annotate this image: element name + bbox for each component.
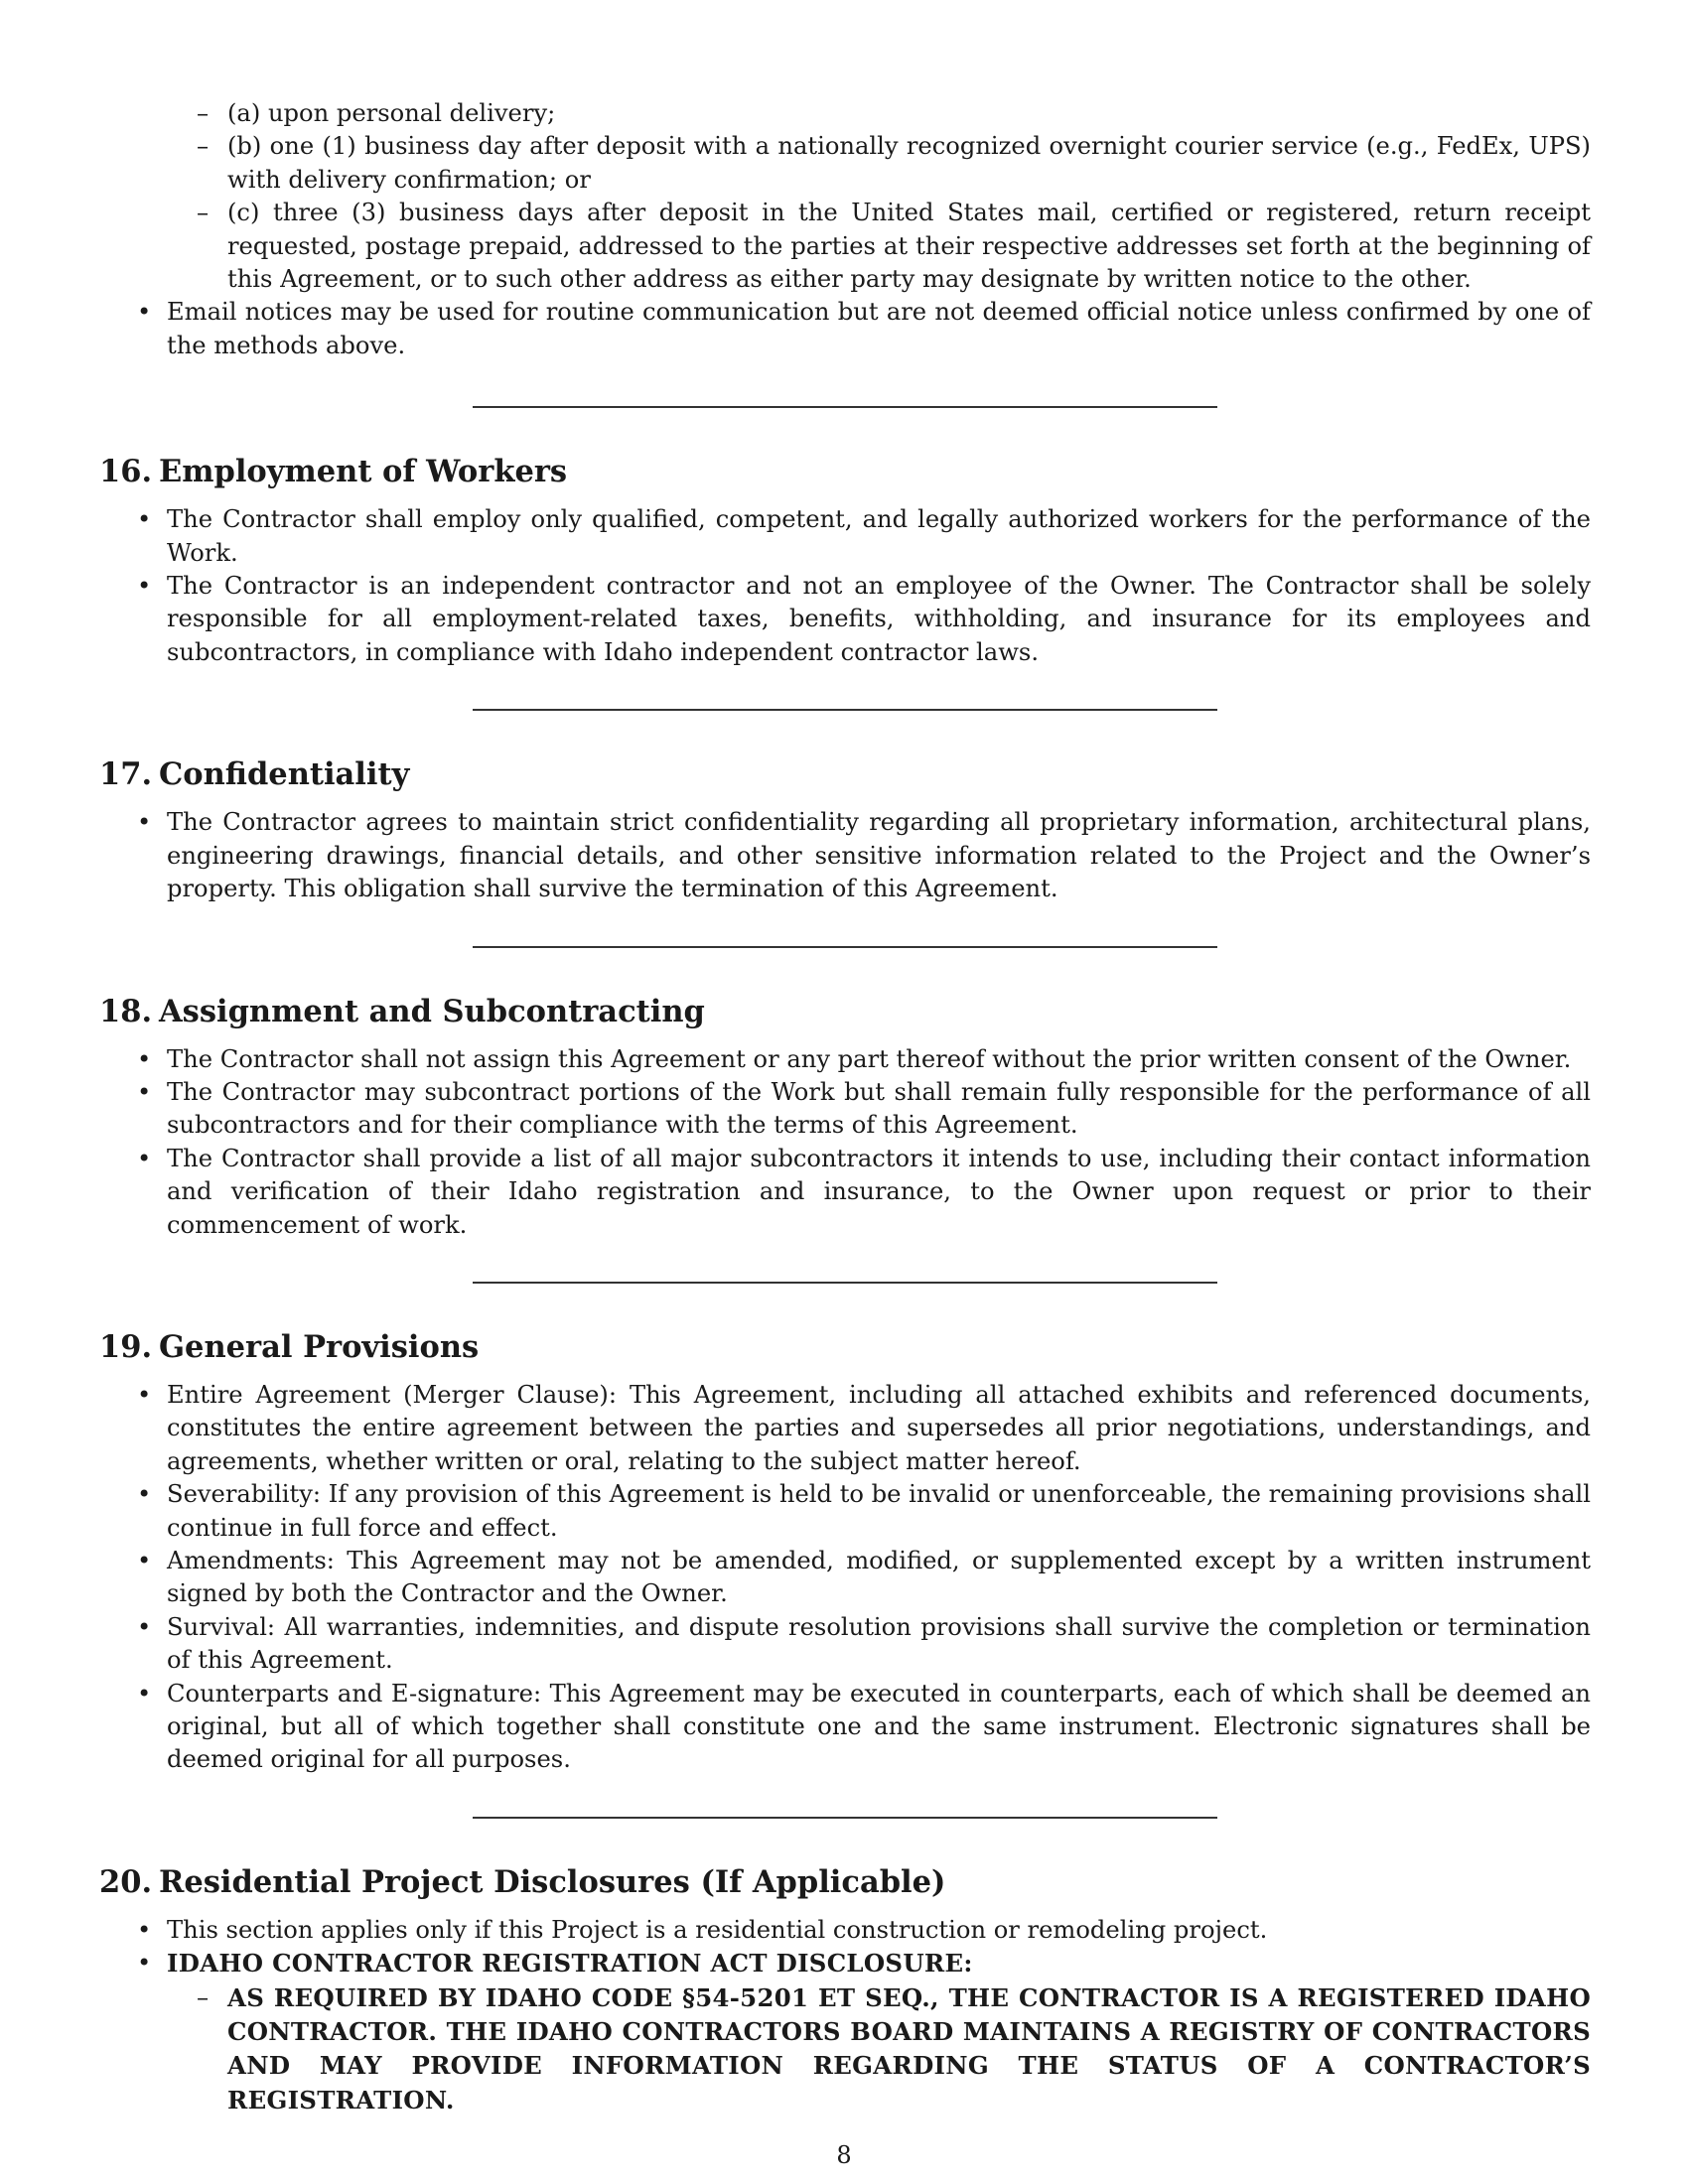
list-item: – (b) one (1) business day after deposit with a nationally recognized overnight courier service (e.g., FedEx, UPS) with delivery confirmation; or: [197, 132, 1591, 194]
notice-methods-list: [99, 97, 1591, 296]
bullet-marker: •: [137, 1380, 152, 1409]
notice-email-list: [99, 296, 1591, 362]
section-16-list: [99, 503, 1591, 669]
list-item: • This section applies only if this Project is a residential construction or remodeling project.: [99, 1914, 1591, 1947]
list-item: • The Contractor agrees to maintain strict confidentiality regarding all proprietary information, architectural plans, engineering drawings, financial details, and other sensitive information related to the Project and the Owner’s property. This obligation shall survive the termination of this Agreement.: [137, 808, 1591, 903]
page-number: 8: [836, 2141, 852, 2169]
dash-marker: –: [197, 199, 210, 227]
section-heading-19: 19. General Provisions: [99, 1328, 480, 1365]
section-17-list: [99, 806, 1591, 905]
dash-marker: –: [197, 132, 210, 161]
list-item: • Email notices may be used for routine communication but are not deemed official notice unless confirmed by one of the methods above.: [137, 298, 1591, 359]
bullet-marker: •: [137, 1612, 152, 1641]
list-item: • Entire Agreement (Merger Clause): This Agreement, including all attached exhibits and referenced documents, constitutes the entire agreement between the parties and supersedes all prior negotiations, understandings, and agreements, whether written or oral, relating to the subject matter hereof.: [137, 1380, 1591, 1475]
list-item: • Counterparts and E-signature: This Agreement may be executed in counterparts, each of which shall be deemed an original, but all of which together shall constitute one and the same instrument. Electronic signatures shall be deemed original for all purposes.: [137, 1679, 1591, 1774]
disclosure-text: AS REQUIRED BY IDAHO CODE §54-5201 ET SEQ., THE CONTRACTOR IS A REGISTERED IDAHO CONTRACTOR. THE IDAHO CONTRACTORS BOARD MAINTAINS A REGISTRY OF CONTRACTORS AND MAY PROVIDE INFORMATION REGARDING THE STATUS OF A CONTRACTOR’S REGISTRATION.: [227, 1982, 1591, 2115]
bullet-marker: •: [137, 572, 152, 601]
list-item: • The Contractor shall provide a list of all major subcontractors it intends to use, including their contact information and verification of their Idaho registration and insurance, to the Owner upon request or prior to their commencement of work.: [137, 1144, 1591, 1239]
bullet-marker: •: [137, 1679, 152, 1707]
list-item: [99, 1981, 1591, 2118]
list-item: – (a) upon personal delivery;: [99, 97, 1591, 130]
list-item: • Severability: If any provision of this Agreement is held to be invalid or unenforceable, the remaining provisions shall continue in full force and effect.: [137, 1480, 1591, 1542]
bullet-marker: •: [137, 1144, 152, 1172]
list-item: • The Contractor is an independent contractor and not an employee of the Owner. The Contractor shall be solely responsible for all employment-related taxes, benefits, withholding, and insurance for its employees and subcontractors, in compliance with Idaho independent contractor laws.: [137, 572, 1591, 666]
section-heading-17: 17. Confidentiality: [99, 756, 410, 793]
list-item: [99, 1947, 1591, 1980]
document-page: [99, 97, 1591, 2117]
disclosure-list: [99, 1981, 1591, 2118]
section-heading-18: 18. Assignment and Subcontracting: [99, 993, 705, 1029]
bullet-marker: •: [137, 1077, 152, 1106]
section-19-list: [99, 1379, 1591, 1777]
section-20-list: [99, 1914, 1591, 1981]
dash-marker: –: [197, 99, 210, 127]
bullet-marker: •: [137, 1044, 152, 1073]
section-18-list: [99, 1043, 1591, 1242]
list-item: • The Contractor may subcontract portions of the Work but shall remain fully responsible for the performance of all subcontractors and for their compliance with the terms of this Agreement.: [137, 1077, 1591, 1140]
list-item: • Amendments: This Agreement may not be amended, modified, or supplemented except by a written instrument signed by both the Contractor and the Owner.: [137, 1546, 1591, 1608]
list-item: • Survival: All warranties, indemnities, and dispute resolution provisions shall survive the completion or termination of this Agreement.: [137, 1612, 1591, 1675]
bullet-marker: •: [137, 1915, 152, 1944]
dash-marker: –: [197, 1982, 210, 2011]
list-item: • The Contractor shall not assign this Agreement or any part thereof without the prior written consent of the Owner.: [99, 1043, 1591, 1076]
bullet-marker: •: [137, 505, 152, 534]
list-item: – (c) three (3) business days after deposit in the United States mail, certified or registered, return receipt requested, postage prepaid, addressed to the parties at their respective addresses set forth at the beginning of this Agreement, or to such other address as either party may designate by written notice to the other.: [197, 199, 1591, 294]
bullet-marker: •: [137, 1480, 152, 1509]
bullet-marker: •: [137, 808, 152, 837]
disclosure-heading: IDAHO CONTRACTOR REGISTRATION ACT DISCLOSURE:: [167, 1949, 973, 1979]
section-heading-16: 16. Employment of Workers: [99, 454, 568, 490]
bullet-marker: •: [137, 298, 152, 327]
list-item: • The Contractor shall employ only qualified, competent, and legally authorized workers for the performance of the Work.: [137, 505, 1591, 567]
section-heading-20: 20. Residential Project Disclosures (If Applicable): [99, 1863, 946, 1900]
bullet-marker: •: [137, 1949, 152, 1978]
bullet-marker: •: [137, 1546, 152, 1574]
